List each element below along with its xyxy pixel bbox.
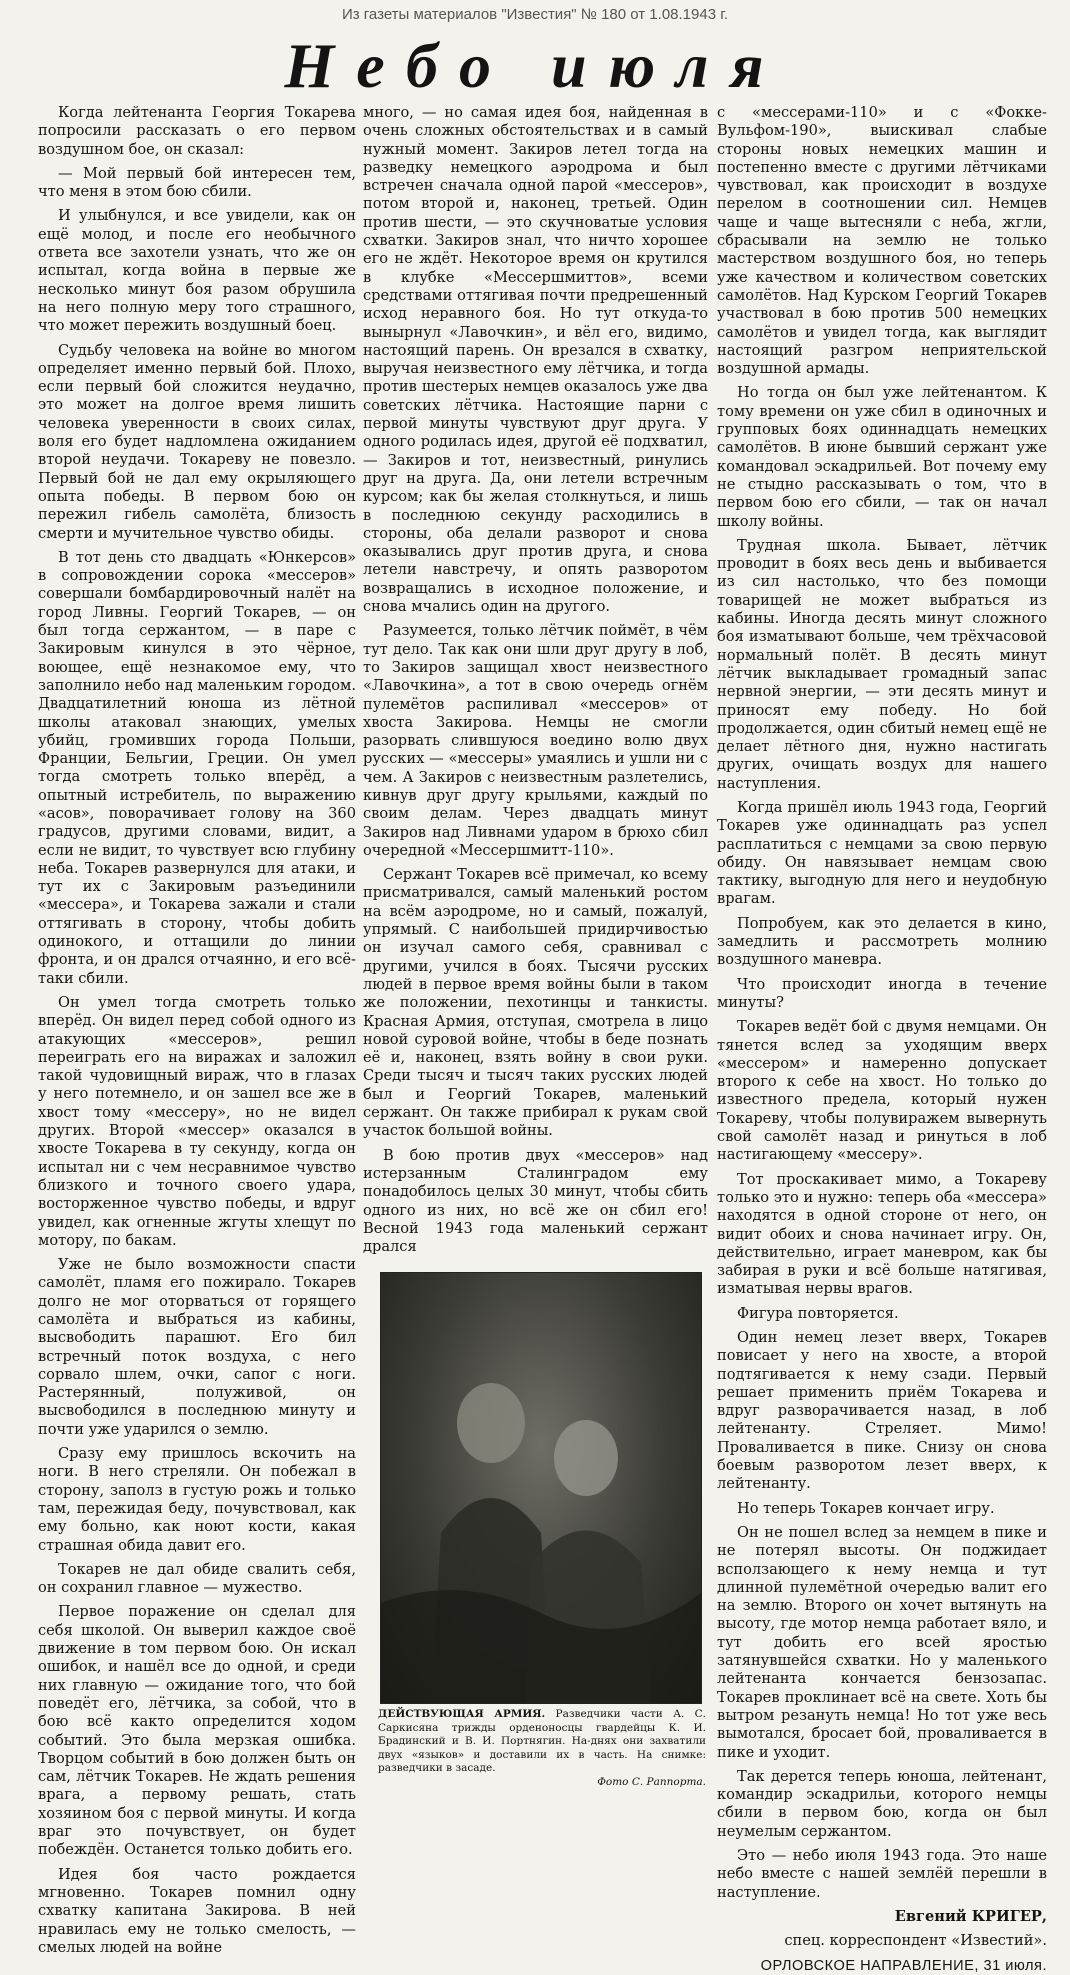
photo-scouts bbox=[380, 1272, 702, 1704]
caption-lead: ДЕЙСТВУЮЩАЯ АРМИЯ. bbox=[378, 1708, 546, 1720]
paragraph: Токарев ведёт бой с двумя немцами. Он тянется вслед за уходящим вверх «мессером» и намеренно допускает второго к себе на хвост. Но только до известного предела, который нужен Токареву, чтобы полувиражем вывернуть свой самолёт назад и ринуться в лоб настигающему «мессеру». bbox=[717, 1018, 1047, 1164]
author-name: Евгений КРИГЕР, bbox=[894, 1907, 1047, 1925]
paragraph: Но тогда он был уже лейтенантом. К тому времени он уже сбил в одиночных и групповых боях одиннадцать немецких самолётов. В июне бывший сержант уже командовал эскадрильей. Вот почему ему не стыдно рассказывать о том, что в первом бою его сбили, — так он начал школу войны. bbox=[717, 384, 1047, 530]
paragraph: Идея боя часто рождается мгновенно. Токарев помнил одну схватку капитана Закирова. В ней нравилась ему не только смелость, — смелых людей на войне bbox=[38, 1865, 356, 1956]
photo-image bbox=[381, 1273, 701, 1703]
paragraph: — Мой первый бой интересен тем, что меня в этом бою сбили. bbox=[38, 164, 356, 201]
caption-text: Разведчики части А. С. Саркисяна трижды орденоносцы гвардейцы К. И. Брадинский и В. И. Портнягин. На-днях они захватили двух «языков» и доставили их в часть. На снимке: разведчики в засаде. bbox=[378, 1708, 706, 1774]
paragraph: Трудная школа. Бывает, лётчик проводит в боях весь день и выбивается из сил настолько, что без помощи товарищей не может выбраться из кабины. Иногда десять минут сложного боя изматывают больше, чем трёхчасовой нормальный полёт. В десять минут лётчик выкладывает громадный запас нервной энергии, — эти десять минут и приносят ему победу. Но бой продолжается, один сбитый немец ещё не делает лётного дня, нужно настигать других, очищать воздух для нашего наступления. bbox=[717, 536, 1047, 792]
paragraph: Сержант Токарев всё примечал, ко всему присматривался, самый маленький ростом на всём аэродроме, но и самый, пожалуй, упрямый. С наибольшей придирчивостью он изучал самого себя, сравнивал с другими, учился в боях. Тысячи русских людей в первое время войны были в таком же положении, пехотинцы и танкисты. Красная Армия, отступая, смотрела в лицо новой суровой войне, чтобы в беде познать её и, наконец, взять войну в свои руки. Среди тысяч и тысяч таких русских людей был и Георгий Токарев, маленький сержант. Он также прибирал к рукам свой участок большой войны. bbox=[363, 866, 708, 1140]
paragraph: Когда лейтенанта Георгия Токарева попросили рассказать о его первом воздушном бое, он сказал: bbox=[38, 104, 356, 158]
paragraph: Попробуем, как это делается в кино, замедлить и рассмотреть молнию воздушного маневра. bbox=[717, 914, 1047, 969]
paragraph: Но теперь Токарев кончает игру. bbox=[737, 1499, 995, 1517]
photo-caption bbox=[378, 1708, 706, 1789]
paragraph: Первое поражение он сделал для себя школой. Он выверил каждое своё движение в том первом бою. Он искал ошибок, и нашёл все до одной, и среди них главную — ожидание того, что бой поведёт его, лётчика, за собой, что в бою всё както определится ходом событий. Это была мерзкая ошибка. Творцом событий в бою должен быть он сам, лётчик Токарев. Не ждать решения врага, а первому решать, стать хозяином боя с первой минуты. И когда враг это почувствует, он будет побеждён. Останется только добить его. bbox=[38, 1603, 356, 1859]
photo-credit: Фото С. Раппорта. bbox=[597, 1775, 706, 1788]
dateline: ОРЛОВСКОЕ НАПРАВЛЕНИЕ, 31 июля. bbox=[760, 1957, 1047, 1974]
paragraph: И улыбнулся, и все увидели, как он ещё молод, и после его необычного ответа все захотели узнать, что же он испытал, когда война в первые же несколько минут боя разом обрушила на него полную меру того страшного, что может пережить воздушный боец. bbox=[38, 207, 356, 335]
article-column-2 bbox=[363, 104, 708, 1274]
author-signature bbox=[717, 1908, 1047, 1926]
paragraph: Один немец лезет вверх, Токарев повисает у него на хвосте, а второй подтягивается к нему сзади. Первый решает применить приём Токарева и вдруг разворачивается назад, в лоб лейтенанту. Стреляет. Мимо! Проваливается в пике. Снизу он снова боевым разворотом лезет вверх, к лейтенанту. bbox=[717, 1329, 1047, 1493]
paragraph: Он не пошел вслед за немцем в пике и не потерял высоты. Он поджидает всползающего к нему немца и тут длинной пулемётной очередью валит его на землю. Второго он хочет вытянуть на высоту, где мотор немца работает вяло, и тут добить его всей яростью затянувшейся схватки. Но у маленького лейтенанта кончается бензозапас. Токарев проклинает всё на свете. Хоть бы вытром резануть немца! Но тот уже весь вымотался, бросает бой, проваливается в пике и уходит. bbox=[717, 1523, 1047, 1761]
paragraph: Разумеется, только лётчик поймёт, в чём тут дело. Так как они шли друг другу в лоб, то Закиров защищал хвост неизвестного «Лавочкина», а тот в свою очередь огнём пулемётов распиливал «мессеров» от хвоста Закирова. Немцы не смогли разорвать слившуюся воедино волю двух русских — «мессеры» умаялись и ушли ни с чем. А Закиров с неизвестным разлетелись, кивнув друг другу крыльями, каждый по своим делам. Через двадцать минут Закиров над Ливнами ударом в брюхо сбил очередной «Мессершмитт-110». bbox=[363, 622, 708, 859]
paragraph: Так дерется теперь юноша, лейтенант, командир эскадрильи, которого немцы сбили в первом бою, когда он был неумелым сержантом. bbox=[717, 1767, 1047, 1840]
paragraph: Токарев не дал обиде свалить себя, он сохранил главное — мужество. bbox=[38, 1560, 356, 1597]
paragraph: В тот день сто двадцать «Юнкерсов» в сопровождении сорока «мессеров» совершали бомбардировочный налёт на город Ливны. Георгий Токарев, — он был тогда сержантом, — в паре с Закировым кинулся в это чёрное, воющее, ещё незнакомое ему, что заполнило небо над маленьким городом. Двадцатилетний юноша из лётной школы атаковал знающих, умелых убийц, громивших города Польши, Франции, Бельгии, Греции. Он умел тогда смотреть только вперёд, а опытный истребитель, по выражению «асов», поворачивает голову на 360 градусов, другими словами, видит, а если не видит, то чувствует всю глубину неба. Токарев развернулся для атаки, и тут их с Закировым разъединили «мессера», и Токарева зажали и стали оттягивать в сторону, чтобы добить одинокого, и оттащили до линии фронта, и он дрался отчаянно, и его всё-таки сбили. bbox=[38, 548, 357, 987]
paragraph: Что происходит иногда в течение минуты? bbox=[717, 975, 1047, 1011]
paragraph: Уже не было возможности спасти самолёт, пламя его пожирало. Токарев долго не мог оторваться от горящего самолёта и выбраться из кабины, высвободить парашют. Его бил встречный поток воздуха, с него сорвало шлем, очки, сапог с ноги. Растерянный, полуживой, он высвободился в последнюю минуту и почти уже ударился о землю. bbox=[38, 1256, 356, 1438]
paragraph: Когда пришёл июль 1943 года, Георгий Токарев уже одиннадцать раз успел расплатиться с немцами за свою первую обиду. Он навязывает немцам свою тактику, выгодную для него и неудобную врагам. bbox=[717, 798, 1047, 908]
paragraph: с «мессерами-110» и с «Фокке-Вульфом-190», выискивал слабые стороны новых немецких машин и постепенно вместе с другими лётчиками чувствовал, как происходит в воздухе перелом в соотношении сил. Немцев чаще и чаще вытесняли с неба, жгли, сбрасывали на землю не только мастерством воздушного боя, но теперь уже качеством и количеством советских самолётов. Над Курском Георгий Токарев участвовал в бою против 500 немецких самолётов и увидел тогда, как выглядит настоящий разгром неприятельской воздушной армады. bbox=[717, 104, 1047, 378]
paragraph: В бою против двух «мессеров» над истерзанным Сталинградом ему понадобилось целых 30 минут, чтобы сбить одного из них, но всё же он сбил его! Весной 1943 года маленький сержант дрался bbox=[363, 1146, 708, 1256]
paragraph: Это — небо июля 1943 года. Это наше небо вместе с нашей землёй перешли в наступление. bbox=[717, 1847, 1047, 1901]
source-note: Из газеты материалов "Известия" № 180 от 1.08.1943 г. bbox=[341, 6, 729, 23]
paragraph: Судьбу человека на войне во многом определяет именно первый бой. Плохо, если первый бой сложится неудачно, это может на долгое время лишить человека уверенности в своих силах, воля его будет надломлена ожиданием второй неудачи. Токареву не повезло. Первый бой не дал ему окрыляющего опыта победы. В первом бою он пережил гибель самолёта, близость смерти и мучительное чувство обиды. bbox=[38, 341, 356, 542]
paragraph: Сразу ему пришлось вскочить на ноги. В него стреляли. Он побежал в сторону, заполз в густую рожь и только там, пережидая беду, почувствовал, как ему больно, как ноют кости, какая страшная обида давит его. bbox=[38, 1445, 356, 1554]
article-column-1 bbox=[38, 104, 357, 1956]
author-role: спец. корреспондент «Известий». bbox=[784, 1932, 1047, 1950]
paragraph: Он умел тогда смотреть только вперёд. Он видел перед собой одного из атакующих «мессеров», решил переиграть его на виражах и заложил такой чудовищный вираж, что в глазах у него потемнело, и он зашел все же в хвост тому «мессеру», но не видел других. Второй «мессер» оказался в хвосте Токарева в ту секунду, когда он испытал ни с чем несравнимое чувство близкого и точного своего удара, восторженное чувство победы, и вдруг увидел, как огненные жгуты хлещут по мотору, по бакам. bbox=[38, 993, 356, 1249]
page-title: Небо июля bbox=[284, 30, 786, 101]
article-column-3 bbox=[717, 104, 1047, 1974]
paragraph: Фигура повторяется. bbox=[737, 1304, 899, 1322]
paragraph: Тот проскакивает мимо, а Токареву только это и нужно: теперь оба «мессера» находятся в одной стороне от него, он видит обоих и снова начинает игру. Он, действительно, играет маневром, как бы забирая в руки и всё больше натягивая, изматывая нервы врагов. bbox=[717, 1170, 1047, 1298]
paragraph: много, — но самая идея боя, найденная в очень сложных обстоятельствах и в самый нужный момент. Закиров летел тогда на разведку немецкого аэродрома и был встречен сначала одной парой «мессеров», потом второй и, наконец, третьей. Один против шести, — это скучноватые условия схватки. Закиров знал, что ничто хорошее его не ждёт. Некоторое время он крутился в клубке «Мессершмиттов», всеми средствами оттягивая почти предрешенный исход неравного боя. Но тут откуда-то вынырнул «Лавочкин», и вёл его, видимо, настоящий парень. Он врезался в схватку, выручая неизвестного ему лётчика, и тогда против шестерых немцев оказалось уже два советских лётчика. Настоящие парни с первой минуты чувствуют друг друга. У одного родилась идея, другой её подхватил, — Закиров и тот, неизвестный, ринулись друг на друга. Да, они летели встречным курсом; как бы желая столкнуться, и лишь в последнюю секунду расходились в стороны, оба делали разворот и снова оказывались друг против друга, и снова летели навстречу, и опять разворотом возвращались в исходное положение, и снова мчались один на другого. bbox=[363, 104, 708, 616]
